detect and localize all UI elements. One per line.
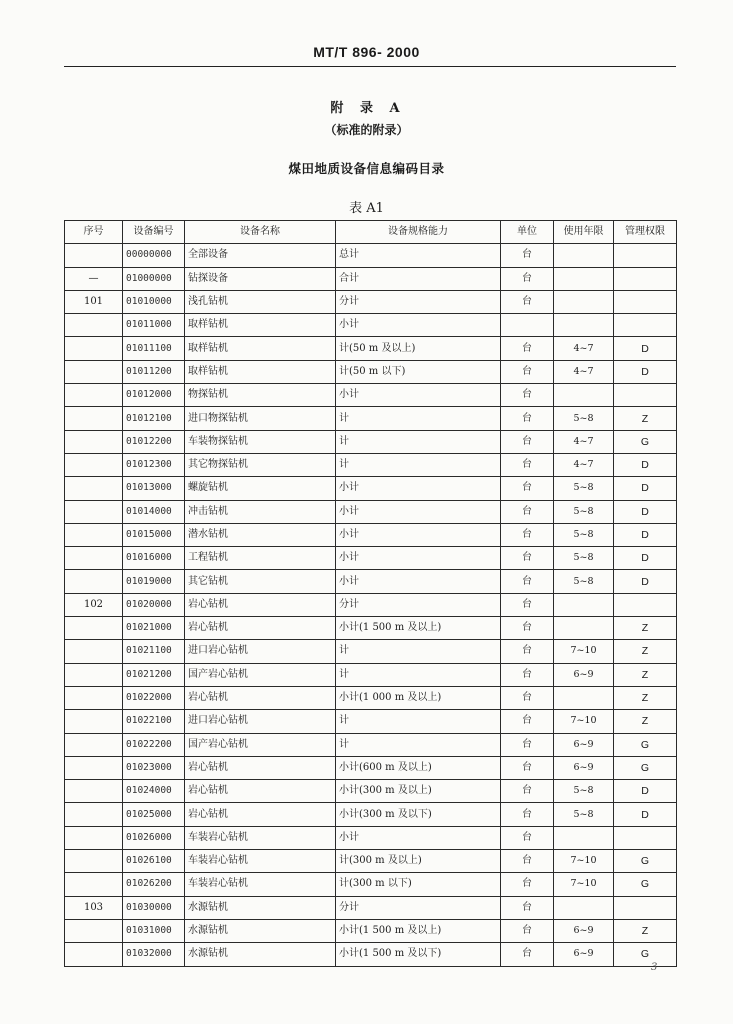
- row-code: 01026200: [123, 873, 185, 896]
- table-row: [65, 570, 677, 593]
- row-life: 6~9: [554, 919, 614, 942]
- row-life: [554, 593, 614, 616]
- row-life: 5~8: [554, 500, 614, 523]
- row-seq: [65, 453, 123, 476]
- row-unit: 台: [501, 570, 554, 593]
- row-unit: 台: [501, 523, 554, 546]
- row-code: 01025000: [123, 803, 185, 826]
- row-seq: [65, 244, 123, 267]
- row-seq: [65, 500, 123, 523]
- row-life: [554, 826, 614, 849]
- row-name: 水源钻机: [185, 896, 336, 919]
- row-name: 国产岩心钻机: [185, 733, 336, 756]
- row-seq: [65, 523, 123, 546]
- row-seq: 103: [65, 896, 123, 919]
- table-row: [65, 407, 677, 430]
- row-seq: [65, 570, 123, 593]
- row-code: 01012100: [123, 407, 185, 430]
- row-life: [554, 896, 614, 919]
- row-name: 工程钻机: [185, 547, 336, 570]
- table-row: [65, 640, 677, 663]
- row-spec: 计: [336, 733, 501, 756]
- row-life: [554, 686, 614, 709]
- row-life: [554, 267, 614, 290]
- row-seq: [65, 407, 123, 430]
- row-seq: [65, 360, 123, 383]
- header-mgmt: 管理权限: [614, 221, 677, 244]
- row-seq: [65, 337, 123, 360]
- row-spec: 小计: [336, 547, 501, 570]
- row-code: 01012000: [123, 384, 185, 407]
- row-spec: 计(300 m 以下): [336, 873, 501, 896]
- header-code: 设备编号: [123, 221, 185, 244]
- row-life: [554, 290, 614, 313]
- row-unit: 台: [501, 547, 554, 570]
- header-spec: 设备规格能力: [336, 221, 501, 244]
- row-mgmt: Z: [614, 663, 677, 686]
- row-unit: 台: [501, 384, 554, 407]
- row-code: 01030000: [123, 896, 185, 919]
- row-code: 01024000: [123, 780, 185, 803]
- table-row: [65, 663, 677, 686]
- row-seq: 101: [65, 290, 123, 313]
- row-seq: [65, 617, 123, 640]
- row-spec: 小计(1 500 m 及以上): [336, 919, 501, 942]
- row-spec: 计(300 m 及以上): [336, 850, 501, 873]
- row-life: [554, 384, 614, 407]
- row-seq: [65, 943, 123, 966]
- row-spec: 小计(1 500 m 及以下): [336, 943, 501, 966]
- row-name: 岩心钻机: [185, 686, 336, 709]
- row-name: 浅孔钻机: [185, 290, 336, 313]
- row-life: 7~10: [554, 850, 614, 873]
- row-seq: [65, 314, 123, 337]
- row-name: 冲击钻机: [185, 500, 336, 523]
- row-life: 5~8: [554, 477, 614, 500]
- row-spec: 小计: [336, 477, 501, 500]
- row-unit: 台: [501, 803, 554, 826]
- row-code: 01000000: [123, 267, 185, 290]
- row-code: 01031000: [123, 919, 185, 942]
- row-name: 钻探设备: [185, 267, 336, 290]
- row-unit: 台: [501, 360, 554, 383]
- table-row: [65, 593, 677, 616]
- row-name: 车装岩心钻机: [185, 850, 336, 873]
- row-unit: 台: [501, 919, 554, 942]
- row-life: 4~7: [554, 453, 614, 476]
- row-spec: 小计(600 m 及以上): [336, 756, 501, 779]
- row-name: 水源钻机: [185, 919, 336, 942]
- table-row: [65, 523, 677, 546]
- row-name: 其它钻机: [185, 570, 336, 593]
- table-row: [65, 850, 677, 873]
- row-seq: [65, 710, 123, 733]
- row-mgmt: G: [614, 430, 677, 453]
- row-unit: 台: [501, 733, 554, 756]
- row-spec: 计: [336, 710, 501, 733]
- row-code: 01026000: [123, 826, 185, 849]
- row-mgmt: G: [614, 943, 677, 966]
- row-seq: 102: [65, 593, 123, 616]
- row-unit: 台: [501, 453, 554, 476]
- row-unit: 台: [501, 244, 554, 267]
- row-life: 7~10: [554, 640, 614, 663]
- row-unit: 台: [501, 756, 554, 779]
- row-life: 5~8: [554, 523, 614, 546]
- row-name: 螺旋钻机: [185, 477, 336, 500]
- equipment-code-table: [64, 220, 677, 967]
- row-spec: 计: [336, 430, 501, 453]
- row-mgmt: [614, 896, 677, 919]
- row-name: 岩心钻机: [185, 617, 336, 640]
- table-row: [65, 780, 677, 803]
- table-row: [65, 500, 677, 523]
- row-unit: 台: [501, 663, 554, 686]
- row-life: 5~8: [554, 407, 614, 430]
- row-spec: 计: [336, 407, 501, 430]
- row-code: 01021100: [123, 640, 185, 663]
- row-code: 01012300: [123, 453, 185, 476]
- row-code: 01026100: [123, 850, 185, 873]
- row-mgmt: [614, 314, 677, 337]
- row-mgmt: [614, 244, 677, 267]
- page-number: 3: [651, 962, 658, 973]
- row-name: 岩心钻机: [185, 780, 336, 803]
- row-mgmt: G: [614, 873, 677, 896]
- table-row: [65, 337, 677, 360]
- table-row: [65, 710, 677, 733]
- row-life: 5~8: [554, 803, 614, 826]
- table-row: [65, 943, 677, 966]
- row-mgmt: Z: [614, 617, 677, 640]
- row-spec: 分计: [336, 593, 501, 616]
- row-seq: [65, 873, 123, 896]
- row-spec: 合计: [336, 267, 501, 290]
- row-seq: [65, 663, 123, 686]
- row-unit: 台: [501, 593, 554, 616]
- row-spec: 分计: [336, 896, 501, 919]
- row-life: 6~9: [554, 663, 614, 686]
- row-name: 物探钻机: [185, 384, 336, 407]
- row-code: 01016000: [123, 547, 185, 570]
- row-spec: 计: [336, 640, 501, 663]
- row-life: 4~7: [554, 337, 614, 360]
- appendix-title: 附 录 A: [330, 101, 403, 116]
- row-code: 01022200: [123, 733, 185, 756]
- row-name: 岩心钻机: [185, 803, 336, 826]
- row-seq: [65, 733, 123, 756]
- row-seq: [65, 640, 123, 663]
- row-spec: 小计(1 000 m 及以上): [336, 686, 501, 709]
- row-unit: 台: [501, 710, 554, 733]
- row-life: 7~10: [554, 873, 614, 896]
- row-life: 5~8: [554, 570, 614, 593]
- table-row: [65, 873, 677, 896]
- row-seq: [65, 686, 123, 709]
- row-unit: 台: [501, 850, 554, 873]
- row-life: 6~9: [554, 756, 614, 779]
- table-row: [65, 547, 677, 570]
- row-seq: [65, 430, 123, 453]
- table-label: 表 A1: [349, 201, 384, 216]
- row-code: 01011000: [123, 314, 185, 337]
- row-name: 潜水钻机: [185, 523, 336, 546]
- header-unit: 单位: [501, 221, 554, 244]
- row-unit: 台: [501, 430, 554, 453]
- row-unit: 台: [501, 617, 554, 640]
- row-code: 01021200: [123, 663, 185, 686]
- row-code: 01032000: [123, 943, 185, 966]
- row-mgmt: [614, 384, 677, 407]
- row-mgmt: D: [614, 570, 677, 593]
- row-unit: 台: [501, 873, 554, 896]
- row-mgmt: D: [614, 780, 677, 803]
- appendix-subtitle: （标准的附录）: [324, 123, 409, 137]
- table-row: [65, 360, 677, 383]
- table-row: [65, 919, 677, 942]
- row-seq: —: [65, 267, 123, 290]
- row-mgmt: D: [614, 360, 677, 383]
- catalog-title: 煤田地质设备信息编码目录: [288, 161, 445, 176]
- row-code: 01020000: [123, 593, 185, 616]
- row-unit: [501, 314, 554, 337]
- row-name: 水源钻机: [185, 943, 336, 966]
- table-row: [65, 733, 677, 756]
- row-spec: 计(50 m 以下): [336, 360, 501, 383]
- row-name: 进口岩心钻机: [185, 640, 336, 663]
- row-unit: 台: [501, 826, 554, 849]
- row-code: 01022000: [123, 686, 185, 709]
- table-row: [65, 430, 677, 453]
- row-spec: 计(50 m 及以上): [336, 337, 501, 360]
- row-spec: 小计: [336, 523, 501, 546]
- row-unit: 台: [501, 500, 554, 523]
- table-row: [65, 617, 677, 640]
- row-code: 00000000: [123, 244, 185, 267]
- row-unit: 台: [501, 267, 554, 290]
- row-mgmt: G: [614, 850, 677, 873]
- header-name: 设备名称: [185, 221, 336, 244]
- row-life: 4~7: [554, 430, 614, 453]
- row-mgmt: Z: [614, 407, 677, 430]
- row-mgmt: [614, 593, 677, 616]
- row-code: 01011100: [123, 337, 185, 360]
- row-code: 01015000: [123, 523, 185, 546]
- table-row: [65, 477, 677, 500]
- row-name: 取样钻机: [185, 314, 336, 337]
- row-spec: 小计(300 m 及以上): [336, 780, 501, 803]
- row-spec: 计: [336, 663, 501, 686]
- row-spec: 小计: [336, 500, 501, 523]
- row-unit: 台: [501, 943, 554, 966]
- row-seq: [65, 803, 123, 826]
- table-row: [65, 686, 677, 709]
- row-unit: 台: [501, 640, 554, 663]
- row-unit: 台: [501, 780, 554, 803]
- row-mgmt: D: [614, 477, 677, 500]
- row-spec: 小计(300 m 及以下): [336, 803, 501, 826]
- row-spec: 分计: [336, 290, 501, 313]
- row-code: 01011200: [123, 360, 185, 383]
- row-mgmt: [614, 267, 677, 290]
- row-life: 5~8: [554, 547, 614, 570]
- row-name: 岩心钻机: [185, 593, 336, 616]
- row-name: 进口物探钻机: [185, 407, 336, 430]
- row-life: 4~7: [554, 360, 614, 383]
- row-unit: 台: [501, 337, 554, 360]
- row-name: 取样钻机: [185, 360, 336, 383]
- header-seq: 序号: [65, 221, 123, 244]
- row-mgmt: D: [614, 500, 677, 523]
- row-unit: 台: [501, 407, 554, 430]
- row-life: 7~10: [554, 710, 614, 733]
- row-unit: 台: [501, 290, 554, 313]
- row-mgmt: Z: [614, 710, 677, 733]
- row-seq: [65, 780, 123, 803]
- row-spec: 小计: [336, 384, 501, 407]
- table-header-row: [65, 221, 677, 244]
- row-life: 5~8: [554, 780, 614, 803]
- row-name: 国产岩心钻机: [185, 663, 336, 686]
- row-mgmt: Z: [614, 640, 677, 663]
- header-rule: [64, 66, 676, 67]
- row-name: 取样钻机: [185, 337, 336, 360]
- row-life: 6~9: [554, 943, 614, 966]
- row-code: 01021000: [123, 617, 185, 640]
- row-seq: [65, 826, 123, 849]
- row-name: 全部设备: [185, 244, 336, 267]
- row-life: [554, 617, 614, 640]
- table-row: [65, 384, 677, 407]
- row-mgmt: Z: [614, 919, 677, 942]
- row-unit: 台: [501, 477, 554, 500]
- table-row: [65, 314, 677, 337]
- row-mgmt: D: [614, 803, 677, 826]
- row-life: 6~9: [554, 733, 614, 756]
- row-unit: 台: [501, 686, 554, 709]
- row-code: 01012200: [123, 430, 185, 453]
- row-mgmt: G: [614, 756, 677, 779]
- row-mgmt: [614, 290, 677, 313]
- row-code: 01023000: [123, 756, 185, 779]
- row-spec: 小计(1 500 m 及以上): [336, 617, 501, 640]
- row-name: 岩心钻机: [185, 756, 336, 779]
- row-code: 01014000: [123, 500, 185, 523]
- table-row: [65, 244, 677, 267]
- row-code: 01022100: [123, 710, 185, 733]
- table-body: [65, 244, 677, 966]
- row-name: 车装岩心钻机: [185, 873, 336, 896]
- row-seq: [65, 477, 123, 500]
- row-seq: [65, 756, 123, 779]
- row-spec: 小计: [336, 570, 501, 593]
- table-row: [65, 290, 677, 313]
- row-code: 01013000: [123, 477, 185, 500]
- row-spec: 小计: [336, 314, 501, 337]
- table-row: [65, 453, 677, 476]
- standard-code-header: MT/T 896- 2000: [313, 44, 420, 60]
- row-life: [554, 314, 614, 337]
- row-spec: 总计: [336, 244, 501, 267]
- row-mgmt: D: [614, 337, 677, 360]
- table-row: [65, 756, 677, 779]
- table-row: [65, 896, 677, 919]
- row-spec: 小计: [336, 826, 501, 849]
- row-seq: [65, 919, 123, 942]
- row-name: 其它物探钻机: [185, 453, 336, 476]
- table-row: [65, 826, 677, 849]
- row-seq: [65, 850, 123, 873]
- row-mgmt: Z: [614, 686, 677, 709]
- row-name: 车装物探钻机: [185, 430, 336, 453]
- table-row: [65, 267, 677, 290]
- row-life: [554, 244, 614, 267]
- row-code: 01019000: [123, 570, 185, 593]
- table-row: [65, 803, 677, 826]
- row-mgmt: D: [614, 453, 677, 476]
- row-seq: [65, 384, 123, 407]
- row-spec: 计: [336, 453, 501, 476]
- row-code: 01010000: [123, 290, 185, 313]
- row-mgmt: D: [614, 547, 677, 570]
- row-seq: [65, 547, 123, 570]
- row-mgmt: [614, 826, 677, 849]
- row-mgmt: D: [614, 523, 677, 546]
- header-life: 使用年限: [554, 221, 614, 244]
- row-unit: 台: [501, 896, 554, 919]
- row-name: 进口岩心钻机: [185, 710, 336, 733]
- row-name: 车装岩心钻机: [185, 826, 336, 849]
- row-mgmt: G: [614, 733, 677, 756]
